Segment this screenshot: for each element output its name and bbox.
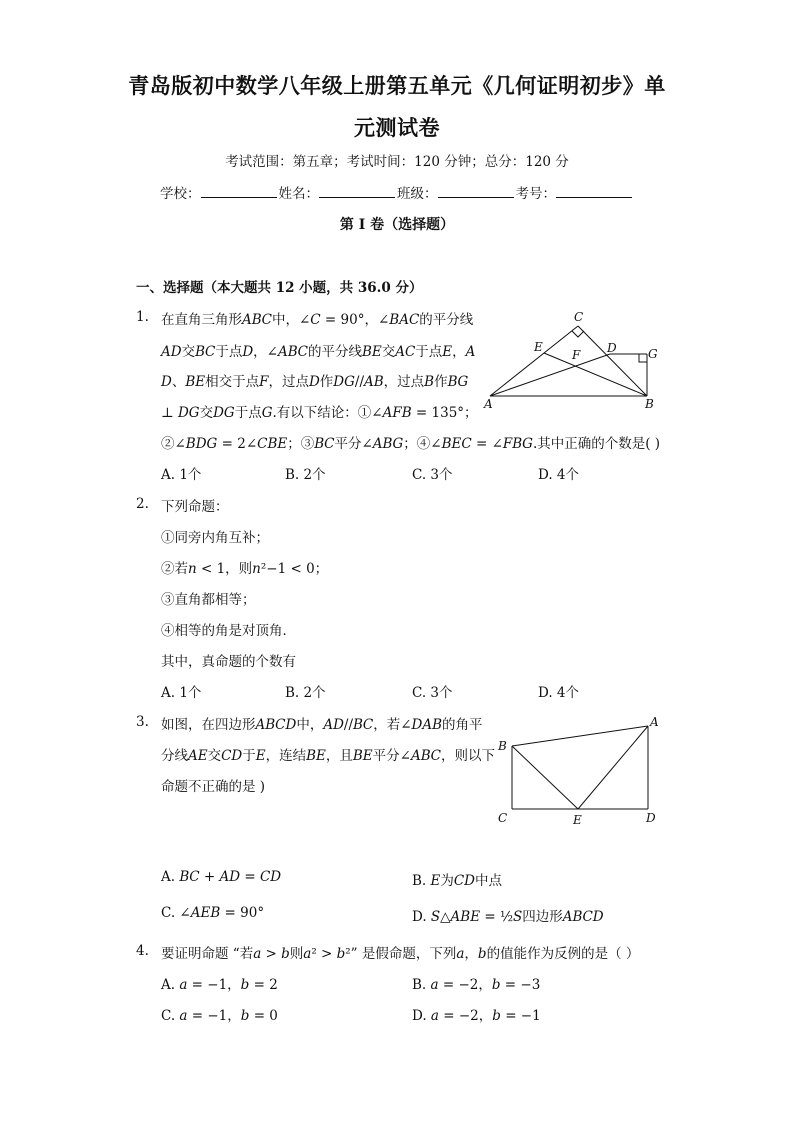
page-title-line-2: 元测试卷	[354, 116, 440, 140]
q2-line-6: 其中，真命题的个数有	[161, 654, 296, 670]
q2-line-4: ③直角都相等；	[161, 592, 256, 608]
q4-option-a[interactable]: A. 𝑎 = −1，𝑏 = 2	[161, 977, 278, 993]
q2-line-3: ②若𝑛 < 1，则𝑛²−1 < 0；	[161, 561, 329, 577]
q3-option-c[interactable]: C. ∠𝐴𝐸𝐵 = 90°	[161, 905, 265, 921]
q1-line-2: 𝐴𝐷交𝐵𝐶于点𝐷，∠𝐴𝐵𝐶的平分线𝐵𝐸交𝐴𝐶于点𝐸，𝐴	[161, 344, 476, 360]
label-A: A	[484, 397, 493, 411]
field-id-label: 考号：	[515, 186, 556, 202]
student-fields	[160, 182, 634, 202]
label-A: A	[650, 715, 659, 729]
q1-line-1: 在直角三角形𝐴𝐵𝐶中，∠𝐶 = 90°，∠𝐵𝐴𝐶的平分线	[161, 312, 474, 328]
right-angle-mark-c	[572, 331, 584, 337]
label-E: E	[534, 340, 543, 354]
q1-line-4: ⊥ 𝐷𝐺交𝐷𝐺于点𝐺.有以下结论：①∠𝐴𝐹𝐵 = 135°；	[161, 405, 478, 421]
section-heading: 一、选择题（本大题共 12 小题，共 36.0 分）	[136, 280, 423, 296]
label-E: E	[573, 813, 582, 827]
q3-line-3: 命题不正确的是 )	[161, 779, 266, 795]
q1-figure	[480, 308, 670, 418]
q3-line-1: 如图，在四边形𝐴𝐵𝐶𝐷中，𝐴𝐷//𝐵𝐶，若∠𝐷𝐴𝐵的角平	[161, 717, 483, 733]
label-D: D	[607, 341, 617, 355]
q4-option-d[interactable]: D. 𝑎 = −2，𝑏 = −1	[412, 1008, 541, 1024]
q3-option-d[interactable]: D. 𝑆△𝐴𝐵𝐸 = ½𝑆四边形𝐴𝐵𝐶𝐷	[412, 909, 604, 925]
q1-line-5: ②∠𝐵𝐷𝐺 = 2∠𝐶𝐵𝐸；③𝐵𝐶平分∠𝐴𝐵𝐺；④∠𝐵𝐸𝐶 = ∠𝐹𝐵𝐺.其中正确的个数是( )	[161, 436, 661, 452]
q2-line-5: ④相等的角是对顶角．	[161, 623, 296, 639]
label-F: F	[572, 348, 581, 362]
field-name-blank[interactable]	[319, 185, 395, 198]
field-school-blank[interactable]	[201, 185, 277, 198]
q2-line-2: ①同旁内角互补；	[161, 530, 269, 546]
q1-line-3: 𝐷、𝐵𝐸相交于点𝐹，过点𝐷作𝐷𝐺//𝐴𝐵，过点𝐵作𝐵𝐺	[161, 374, 469, 390]
q3-figure	[492, 712, 672, 832]
volume-title: 第 I 卷（选择题）	[339, 217, 455, 233]
label-B: B	[645, 397, 654, 411]
q2-option-d[interactable]: D. 4个	[538, 685, 580, 701]
q4-option-c[interactable]: C. 𝑎 = −1，𝑏 = 0	[161, 1008, 278, 1024]
question-1-number: 1.	[136, 309, 149, 325]
q1-option-a[interactable]: A. 1个	[161, 467, 202, 483]
label-C: C	[498, 811, 508, 825]
field-class-blank[interactable]	[438, 185, 514, 198]
right-angle-mark-g	[639, 354, 647, 362]
q4-option-b[interactable]: B. 𝑎 = −2，𝑏 = −3	[412, 977, 541, 993]
exam-info: 考试范围：第五章；考试时间：120 分钟；总分：120 分	[225, 154, 569, 170]
q2-line-1: 下列命题：	[161, 499, 229, 515]
question-4-number: 4.	[136, 943, 149, 959]
label-B: B	[498, 739, 507, 753]
q4-line-1: 要证明命题 “若𝑎 > 𝑏则𝑎² > 𝑏²” 是假命题，下列𝑎，𝑏的值能作为反例的是（ ）	[161, 946, 640, 962]
q2-option-b[interactable]: B. 2个	[285, 685, 326, 701]
segment-be	[512, 746, 578, 809]
q3-option-b[interactable]: B. 𝐸为𝐶𝐷中点	[412, 873, 503, 889]
segment-ba	[512, 726, 648, 746]
segment-ac	[490, 326, 578, 396]
q1-option-c[interactable]: C. 3个	[412, 467, 453, 483]
field-school-label: 学校：	[160, 186, 201, 202]
page-title-line-1: 青岛版初中数学八年级上册第五单元《几何证明初步》单	[128, 74, 666, 98]
q3-line-2: 分线𝐴𝐸交𝐶𝐷于𝐸，连结𝐵𝐸，且𝐵𝐸平分∠𝐴𝐵𝐶，则以下	[161, 748, 495, 764]
label-D: D	[646, 811, 656, 825]
question-3-number: 3.	[136, 714, 149, 730]
question-2-number: 2.	[136, 496, 149, 512]
q1-option-b[interactable]: B. 2个	[285, 467, 326, 483]
segment-ae	[578, 726, 648, 809]
field-class-label: 班级：	[397, 186, 438, 202]
segment-cb	[578, 326, 647, 396]
field-id-blank[interactable]	[556, 185, 632, 198]
q2-option-c[interactable]: C. 3个	[412, 685, 453, 701]
q1-option-d[interactable]: D. 4个	[538, 467, 580, 483]
q3-option-a[interactable]: A. 𝐵𝐶 + 𝐴𝐷 = 𝐶𝐷	[161, 869, 282, 885]
field-name-label: 姓名：	[278, 186, 319, 202]
segment-ad	[490, 354, 610, 396]
label-G: G	[648, 347, 658, 361]
q2-option-a[interactable]: A. 1个	[161, 685, 202, 701]
label-C: C	[574, 310, 584, 324]
